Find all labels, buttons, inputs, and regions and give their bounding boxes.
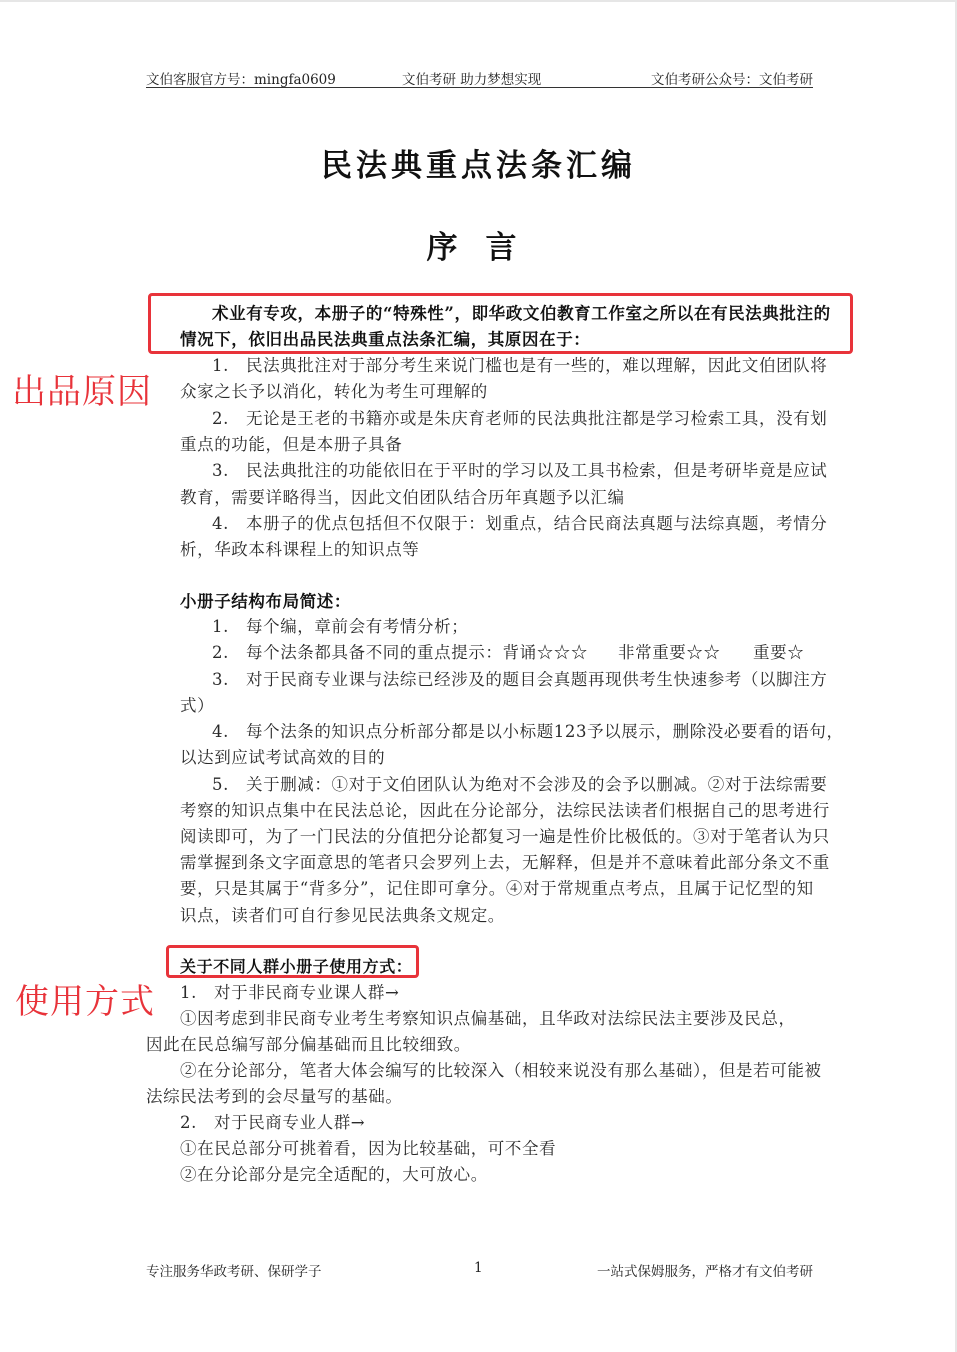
usage-group-2-label: 对于民商专业人群→: [214, 1113, 366, 1132]
usage-g1-p2-line-2: 法综民法考到的会尽量写的基础。: [146, 1087, 403, 1106]
reason-1-line-2: 众家之长予以消化，转化为考生可理解的: [180, 382, 488, 401]
usage-highlight-box: [166, 945, 419, 978]
reason-4-num: 4.: [212, 514, 229, 533]
header-right: 文伯考研公众号：文伯考研: [651, 72, 813, 88]
structure-item-3-text: 对于民商专业课与法综已经涉及的题目会真题再现供考生快速参考（以脚注方: [246, 670, 828, 689]
reason-4-line-2: 析，华政本科课程上的知识点等: [180, 540, 420, 559]
reason-3-text: 民法典批注的功能依旧在于平时的学习以及工具书检索，但是考研毕竟是应试: [246, 461, 828, 480]
page-number: 1: [474, 1260, 483, 1276]
usage-annotation-label: 使用方式: [15, 982, 155, 1022]
structure-item-1-num: 1.: [212, 617, 229, 636]
structure-item-3-line-1: [212, 667, 827, 693]
structure-item-2: [212, 640, 812, 666]
structure-item-2-text: 每个法条都具备不同的重点提示：背诵☆☆☆: [246, 643, 588, 662]
reason-2-text: 无论是王老的书籍亦或是朱庆育老师的民法典批注都是学习检索工具，没有划: [246, 409, 828, 428]
page-edge-top: [0, 0, 957, 2]
usage-group-2: [180, 1110, 365, 1136]
usage-group-1-num: 1.: [180, 983, 197, 1002]
structure-item-5-text: 关于删减：①对于文伯团队认为绝对不会涉及的会予以删减。②对于法综需要: [246, 775, 828, 794]
structure-heading: 小册子结构布局简述：: [180, 592, 351, 611]
usage-g1-p1-line-2: 因此在民总编写部分偏基础而且比较细致。: [146, 1035, 471, 1054]
header-center: 文伯考研 助力梦想实现: [402, 72, 542, 88]
usage-heading: 关于不同人群小册子使用方式：: [180, 957, 413, 976]
reason-1-num: 1.: [212, 356, 229, 375]
structure-item-1: [212, 614, 468, 640]
structure-item-2-end: 重要☆: [753, 643, 805, 662]
usage-g1-p1-line-1: ①因考虑到非民商专业考生考察知识点偏基础，且华政对法综民法主要涉及民总，: [180, 1009, 796, 1028]
structure-item-2-mid: 非常重要☆☆: [618, 643, 721, 662]
usage-group-2-num: 2.: [180, 1113, 197, 1132]
usage-g2-p2: ②在分论部分是完全适配的，大可放心。: [180, 1165, 488, 1184]
page-header: [146, 68, 813, 88]
usage-group-1-label: 对于非民商专业课人群→: [214, 983, 400, 1002]
structure-item-5-num: 5.: [212, 775, 229, 794]
reason-3-num: 3.: [212, 461, 229, 480]
structure-item-3-line-2: 式）: [180, 696, 215, 715]
page-footer: [146, 1260, 813, 1280]
structure-item-1-text: 每个编，章前会有考情分析；: [246, 617, 469, 636]
footer-left: 专注服务华政考研、保研学子: [146, 1264, 322, 1280]
structure-item-4-text: 每个法条的知识点分析部分都是以小标题123予以展示，删除没必要看的语句，: [246, 722, 844, 741]
structure-item-5-line-1: [212, 772, 827, 798]
document-title: 民法典重点法条汇编: [321, 148, 636, 184]
footer-right: 一站式保姆服务，严格才有文伯考研: [597, 1264, 813, 1280]
structure-item-3-num: 3.: [212, 670, 229, 689]
structure-item-4-num: 4.: [212, 722, 229, 741]
reason-4-text: 本册子的优点包括但不仅限于：划重点，结合民商法真题与法综真题，考情分: [246, 514, 828, 533]
structure-item-5-line-2: 考察的知识点集中在民法总论，因此在分论部分，法综民法读者们根据自己的思考进行: [180, 801, 830, 820]
structure-item-5-line-6: 识点，读者们可自行参见民法典条文规定。: [180, 906, 505, 925]
reason-highlight-box: [148, 293, 853, 354]
preface-title: 序言: [426, 230, 545, 266]
reason-3-line-2: 教育，需要详略得当，因此文伯团队结合历年真题予以汇编: [180, 488, 625, 507]
reason-1-line-1: [212, 353, 827, 379]
intro-line-2: 情况下，依旧出品民法典重点法条汇编，其原因在于：: [180, 330, 591, 349]
reason-4-line-1: [212, 511, 827, 537]
header-rule: [146, 87, 813, 88]
header-left: 文伯客服官方号：mingfa0609: [146, 72, 336, 88]
structure-item-5-line-3: 阅读即可，为了一门民法的分值把分论都复习一遍是性价比极低的。③对于笔者认为只: [180, 827, 830, 846]
structure-item-4-line-2: 以达到应试考试高效的目的: [180, 748, 386, 767]
reason-2-line-2: 重点的功能，但是本册子具备: [180, 435, 403, 454]
usage-g2-p1: ①在民总部分可挑着看，因为比较基础，可不全看: [180, 1139, 557, 1158]
reason-2-num: 2.: [212, 409, 229, 428]
structure-item-2-num: 2.: [212, 643, 229, 662]
usage-g1-p2-line-1: ②在分论部分，笔者大体会编写的比较深入（相较来说没有那么基础），但是若可能被: [180, 1061, 822, 1080]
reason-2-line-1: [212, 406, 827, 432]
intro-line-1: 术业有专攻，本册子的“特殊性”，即华政文伯教育工作室之所以在有民法典批注的: [212, 304, 831, 323]
usage-group-1: [180, 980, 399, 1006]
reason-3-line-1: [212, 458, 827, 484]
reason-1-text: 民法典批注对于部分考生来说门槛也是有一些的，难以理解，因此文伯团队将: [246, 356, 828, 375]
structure-item-5-line-5: 要，只是其属于“背多分”，记住即可拿分。④对于常规重点考点，且属于记忆型的知: [180, 879, 814, 898]
structure-item-5-line-4: 需掌握到条文字面意思的笔者只会罗列上去，无解释，但是并不意味着此部分条文不重: [180, 853, 830, 872]
structure-item-4-line-1: [212, 719, 844, 745]
reason-annotation-label: 出品原因: [12, 372, 152, 412]
